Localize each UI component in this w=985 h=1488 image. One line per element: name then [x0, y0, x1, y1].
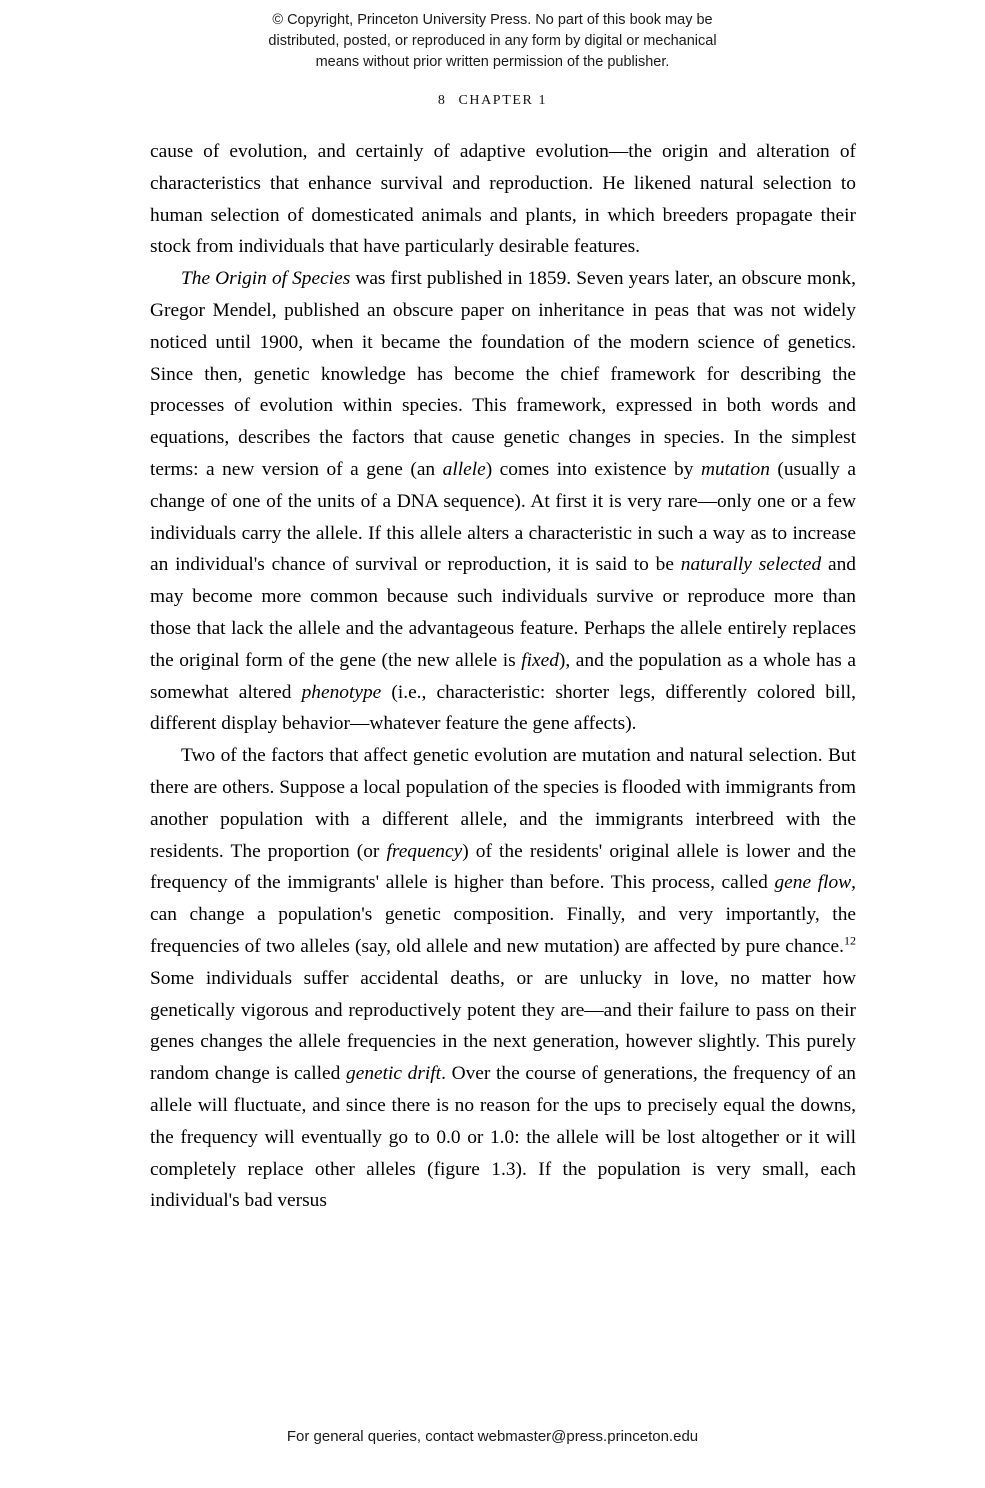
paragraph-3-text-a: Two of the factors that affect genetic evolution are mutation and natural selection. But there are others. Suppose a local population of the species is flooded with immigrants from another population with a different allele, and the immigrants interbreed with the residents. The proportion (or: [150, 745, 856, 862]
paragraph-3: [150, 740, 856, 1217]
paragraph-3-text-e: , can change a population's genetic composition. Finally, and very importantly, the frequencies of two alleles (say, old allele and new mutation) are affected by pure chance.: [150, 872, 856, 957]
term-mutation: mutation: [700, 458, 770, 480]
chapter-label: CHAPTER 1: [458, 93, 548, 108]
footer-queries: For general queries, contact webmaster@press.princeton.edu: [286, 1428, 699, 1445]
term-allele: allele: [442, 458, 486, 480]
term-frequency: frequency: [386, 840, 463, 862]
paragraph-2-text-f: (usually a change of one of the units of a DNA sequence). At first it is very rare—only one or a few individuals carry the allele. If this allele alters a characteristic in such a way as to increase an individual's chance of survival or reproduction, it is said to be: [150, 458, 856, 576]
paragraph-2-text-b: was first published in 1859. Seven years later, an obscure monk, Gregor Mendel, published an obscure paper on inheritance in peas that was not widely noticed until 1900, when it became the foundation of the modern science of genetics. Since then, genetic knowledge has become the chief framework for describing the processes of evolution within species. This framework, expressed in both words and equations, describes the factors that cause genetic changes in species. In the simplest terms: a new version of a gene (an: [150, 268, 856, 480]
paragraph-2-text-j: ), and the population as a whole has a somewhat altered: [150, 649, 856, 703]
page-number: 8: [437, 93, 447, 108]
term-fixed: fixed: [521, 649, 559, 671]
book-title-origin-of-species: The Origin of Species: [181, 268, 351, 290]
paragraph-2-text-l: (i.e., characteristic: shorter legs, differently colored bill, different display behavior—whatever feature the gene affects).: [150, 681, 856, 735]
paragraph-2-text-h: and may become more common because such individuals survive or reproduce more than those that lack the allele and the advantageous feature. Perhaps the allele entirely replaces the original form of the gene (the new allele is: [150, 554, 856, 671]
copyright-line-1: © Copyright, Princeton University Press. No part of this book may be: [272, 12, 713, 28]
paragraph-3-text-c: ) of the residents' original allele is lower and the frequency of the immigrants' allele is higher than before. This process, called: [150, 840, 856, 894]
term-phenotype: phenotype: [301, 681, 382, 703]
paragraph-2: [150, 263, 856, 740]
term-genetic-drift: genetic drift: [346, 1063, 442, 1085]
term-gene-flow: gene flow: [774, 872, 852, 894]
copyright-line-2: distributed, posted, or reproduced in any form by digital or mechanical: [268, 33, 717, 49]
copyright-line-3: means without prior written permission of the publisher.: [315, 54, 670, 70]
paragraph-3-text-f: Some individuals suffer accidental deaths, or are unlucky in love, no matter how genetically vigorous and reproductively potent they are—and their failure to pass on their genes changes the allele frequencies in the next generation, however slightly. This purely random change is called: [150, 967, 856, 1085]
running-head: [0, 93, 985, 109]
copyright-notice: [0, 10, 985, 73]
paragraph-1-text: cause of evolution, and certainly of adaptive evolution—the origin and alteration of characteristics that enhance survival and reproduction. He likened natural selection to human selection of domesticated animals and plants, in which breeders propagate their stock from individuals that have particularly desirable features.: [150, 141, 856, 258]
footnote-marker-12: 12: [843, 933, 856, 948]
paragraph-1: [150, 136, 856, 263]
paragraph-3-text-h: . Over the course of generations, the frequency of an allele will fluctuate, and since there is no reason for the ups to precisely equal the downs, the frequency will eventually go to 0.0 or 1.0: the allele will be lost altogether or it will completely replace other alleles (figure 1.3). If the population is very small, each individual's bad versus: [150, 1063, 856, 1212]
term-naturally-selected: naturally selected: [680, 554, 822, 576]
paragraph-2-text-d: ) comes into existence by: [485, 458, 701, 480]
body-text: [150, 136, 856, 1217]
